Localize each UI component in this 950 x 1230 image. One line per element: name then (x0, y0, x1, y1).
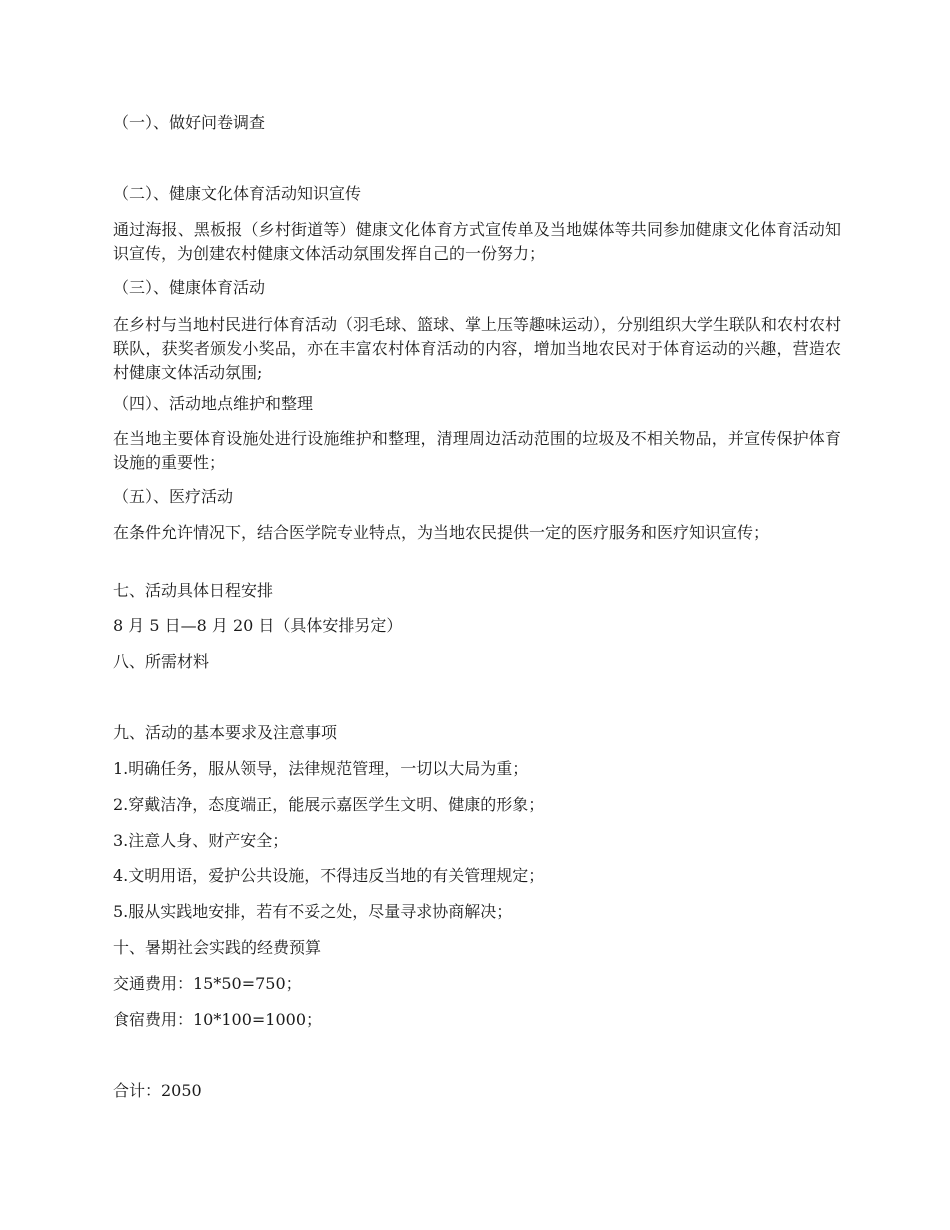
section-4-heading: （四）、活动地点维护和整理 (113, 394, 314, 413)
section-1-heading: （一）、做好问卷调查 (113, 113, 266, 132)
requirement-item: 4.文明用语，爱护公共设施，不得违反当地的有关管理规定； (113, 866, 545, 885)
section-2-body: 通过海报、黑板报（乡村街道等）健康文化体育方式宣传单及当地媒体等共同参加健康文化体育活动知识宣传，为创建农村健康文体活动氛围发挥自己的一份努力； (113, 220, 841, 263)
requirement-item: 1.明确任务，服从领导，法律规范管理，一切以大局为重； (113, 759, 529, 778)
schedule-dates: 8 月 5 日—8 月 20 日（具体安排另定） (113, 616, 403, 635)
budget-lodging: 食宿费用：10*100=1000； (113, 1010, 323, 1029)
section-4-body: 在当地主要体育设施处进行设施维护和整理，清理周边活动范围的垃圾及不相关物品，并宣传保护体育设施的重要性； (113, 429, 841, 472)
section-3-body: 在乡村与当地村民进行体育活动（羽毛球、篮球、掌上压等趣味运动），分别组织大学生联队和农村农村联队，获奖者颁发小奖品，亦在丰富农村体育活动的内容，增加当地农民对于体育运动的兴趣，营造农村健康文体活动氛围; (113, 315, 842, 382)
requirement-item: 2.穿戴洁净，态度端正，能展示嘉医学生文明、健康的形象； (113, 795, 545, 814)
section-3-heading: （三）、健康体育活动 (113, 278, 266, 297)
requirement-item: 5.服从实践地安排，若有不妥之处，尽量寻求协商解决； (113, 902, 513, 921)
section-2-heading: （二）、健康文化体育活动知识宣传 (113, 184, 362, 203)
section-5-body: 在条件允许情况下，结合医学院专业特点，为当地农民提供一定的医疗服务和医疗知识宣传； (113, 523, 770, 542)
budget-total: 合计：2050 (113, 1081, 202, 1100)
budget-transport: 交通费用：15*50=750； (113, 974, 302, 993)
materials-heading: 八、所需材料 (113, 652, 210, 671)
schedule-heading: 七、活动具体日程安排 (113, 581, 274, 600)
requirements-heading: 九、活动的基本要求及注意事项 (113, 723, 338, 742)
budget-heading: 十、暑期社会实践的经费预算 (113, 938, 322, 957)
section-5-heading: （五）、医疗活动 (113, 487, 234, 506)
requirement-item: 3.注意人身、财产安全； (113, 831, 289, 850)
